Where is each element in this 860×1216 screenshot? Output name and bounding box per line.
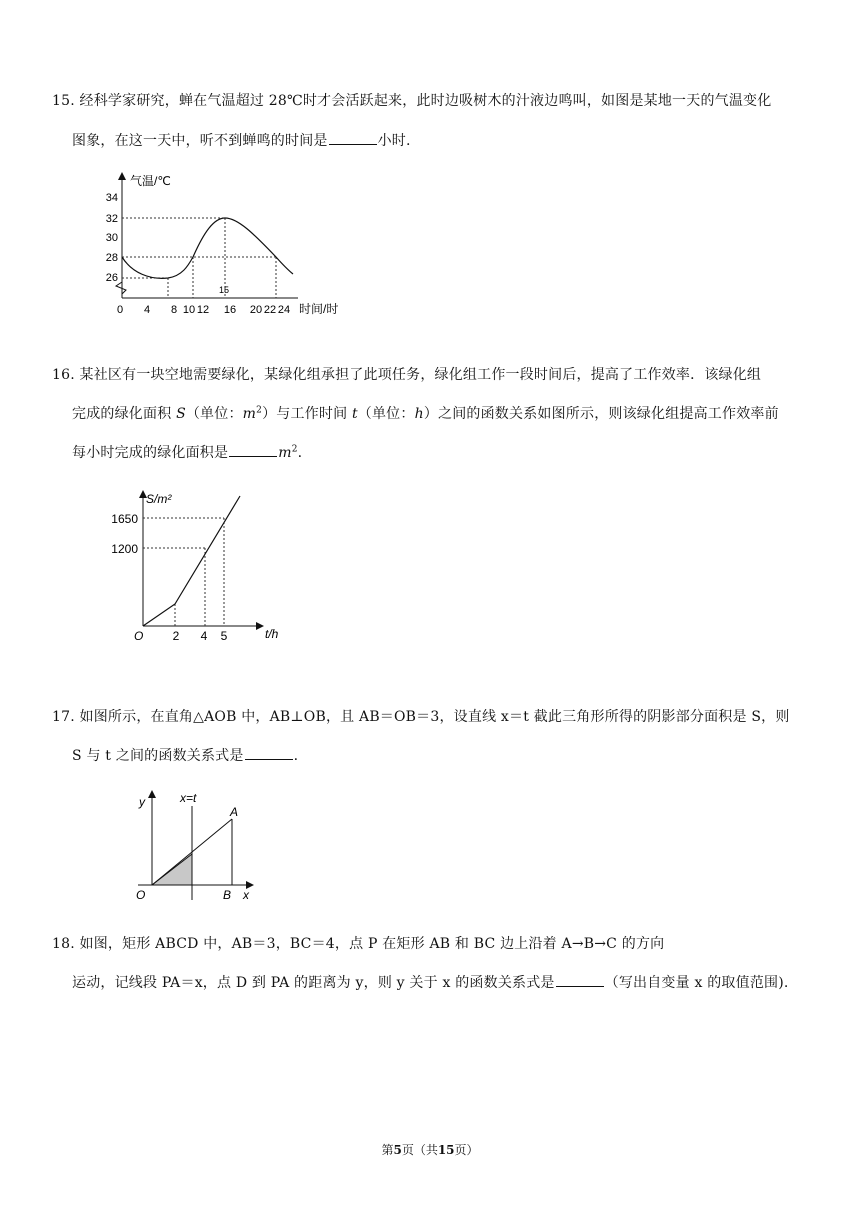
- q16-text-2e: ）之间的函数关系如图所示，则该绿化组提高工作效率前: [423, 406, 779, 422]
- q17-number: 17.: [52, 709, 75, 725]
- q15-text-2b: 小时.: [377, 133, 411, 149]
- q15-xtick-16: 16: [223, 304, 237, 316]
- q15-ytick-32: 32: [105, 213, 118, 225]
- q16-line1: [52, 364, 761, 384]
- q16-text-2b: （单位：: [185, 406, 243, 422]
- footer-page-number: 5: [393, 1143, 402, 1157]
- q15-ytick-26: 26: [105, 272, 118, 284]
- q16-ytick-1200: 1200: [111, 542, 138, 556]
- q17-line1: [52, 706, 790, 726]
- q16-var-S: S: [176, 406, 186, 422]
- q16-line3: [72, 442, 302, 462]
- q16-number: 16.: [52, 367, 75, 383]
- q15-text-2a: 图象，在这一天中，听不到蝉鸣的时间是: [72, 133, 328, 149]
- q17-line-label: x=t: [180, 791, 197, 805]
- q17-line2: [72, 745, 298, 765]
- q15-annotation: 15: [218, 285, 230, 295]
- q18-number: 18.: [52, 936, 75, 952]
- q15-ytick-34: 34: [105, 192, 118, 204]
- q16-xtick-4: 4: [200, 629, 208, 643]
- q16-ytick-1650: 1650: [111, 512, 138, 526]
- q17-answer-blank: [245, 747, 293, 760]
- q15-line2: [72, 130, 411, 150]
- q15-xtick-22: 22: [263, 304, 277, 316]
- q15-xtick-24: 24: [277, 304, 291, 316]
- q16-answer-blank: [229, 444, 277, 457]
- q15-ylabel: 气温/℃: [130, 174, 171, 188]
- footer-prefix: 第: [381, 1143, 394, 1157]
- q17-point-A: A: [230, 805, 239, 819]
- q15-xtick-4: 4: [143, 304, 151, 316]
- q15-temperature-curve: [122, 218, 293, 278]
- q18-text-2a: 运动，记线段 PA＝x，点 D 到 PA 的距离为 y，则 y 关于 x 的函数关系式是: [72, 975, 555, 991]
- q16-text-3a: 每小时完成的绿化面积是: [72, 445, 229, 461]
- q15-xlabel: 时间/时: [299, 302, 339, 316]
- q17-text-2a: S 与 t 之间的函数关系式是: [72, 748, 244, 764]
- q16-unit-h: h: [414, 406, 424, 422]
- q16-origin: O: [134, 629, 144, 643]
- q15-number: 15.: [52, 93, 75, 109]
- q16-text-2c: ）与工作时间: [262, 406, 352, 422]
- q16-unit-sup2: 2: [291, 444, 298, 455]
- q16-unit-sup: 2: [256, 405, 263, 416]
- q17-point-O: O: [136, 888, 146, 902]
- q16-unit-m2: m: [278, 445, 292, 461]
- q16-line2: [72, 403, 779, 423]
- q16-xtick-5: 5: [220, 629, 228, 643]
- q17-axis-y: y: [139, 795, 145, 809]
- q16-text-3b: .: [297, 445, 303, 461]
- q17-point-B: B: [223, 888, 232, 902]
- q18-line1: [52, 933, 664, 953]
- q16-unit-m: m: [242, 406, 257, 422]
- q17-text-2b: .: [293, 748, 299, 764]
- q15-xtick-12: 12: [196, 304, 210, 316]
- q16-ylabel: S/m²: [146, 492, 172, 506]
- q15-ytick-30: 30: [105, 232, 118, 244]
- q18-answer-blank: [556, 974, 604, 987]
- q16-area-line: [143, 496, 240, 626]
- q18-line2: [72, 972, 789, 992]
- q17-triangle-figure: [118, 784, 268, 908]
- q15-line1: [52, 90, 771, 110]
- footer-total-pages: 15: [437, 1143, 455, 1157]
- q18-text-2b: （写出自变量 x 的取值范围).: [604, 975, 789, 991]
- q15-xtick-20: 20: [249, 304, 263, 316]
- q18-text-1: 如图，矩形 ABCD 中，AB＝3，BC＝4，点 P 在矩形 AB 和 BC 边上沿着 A→B→C 的方向: [79, 936, 665, 952]
- q16-text-2d: （单位：: [357, 406, 415, 422]
- q15-answer-blank: [329, 132, 377, 145]
- q15-text-1: 经科学家研究，蝉在气温超过 28℃时才会活跃起来，此时边吸树木的汁液边鸣叫，如图是某地一天的气温变化: [79, 93, 772, 109]
- q15-temperature-chart: [98, 170, 368, 318]
- q15-xtick-8: 8: [170, 304, 178, 316]
- q16-text-1: 某社区有一块空地需要绿化，某绿化组承担了此项任务，绿化组工作一段时间后，提高了工作效率．该绿化组: [79, 367, 762, 383]
- q16-area-chart: [100, 488, 300, 648]
- footer-suffix: 页）: [454, 1143, 479, 1157]
- q15-ytick-28: 28: [105, 252, 118, 264]
- q16-xlabel: t/h: [265, 627, 279, 641]
- q17-text-1: 如图所示，在直角△AOB 中，AB⊥OB，且 AB＝OB＝3，设直线 x＝t 截此三角形所得的阴影部分面积是 S，则: [79, 709, 790, 725]
- q16-xtick-2: 2: [172, 629, 180, 643]
- page-footer: [0, 1141, 860, 1158]
- q17-axis-x: x: [243, 888, 249, 902]
- footer-middle: 页（共: [401, 1143, 438, 1157]
- q16-var-t: t: [351, 406, 358, 422]
- q15-xtick-0: 0: [116, 304, 124, 316]
- q15-xtick-10: 10: [182, 304, 196, 316]
- q16-text-2a: 完成的绿化面积: [72, 406, 177, 422]
